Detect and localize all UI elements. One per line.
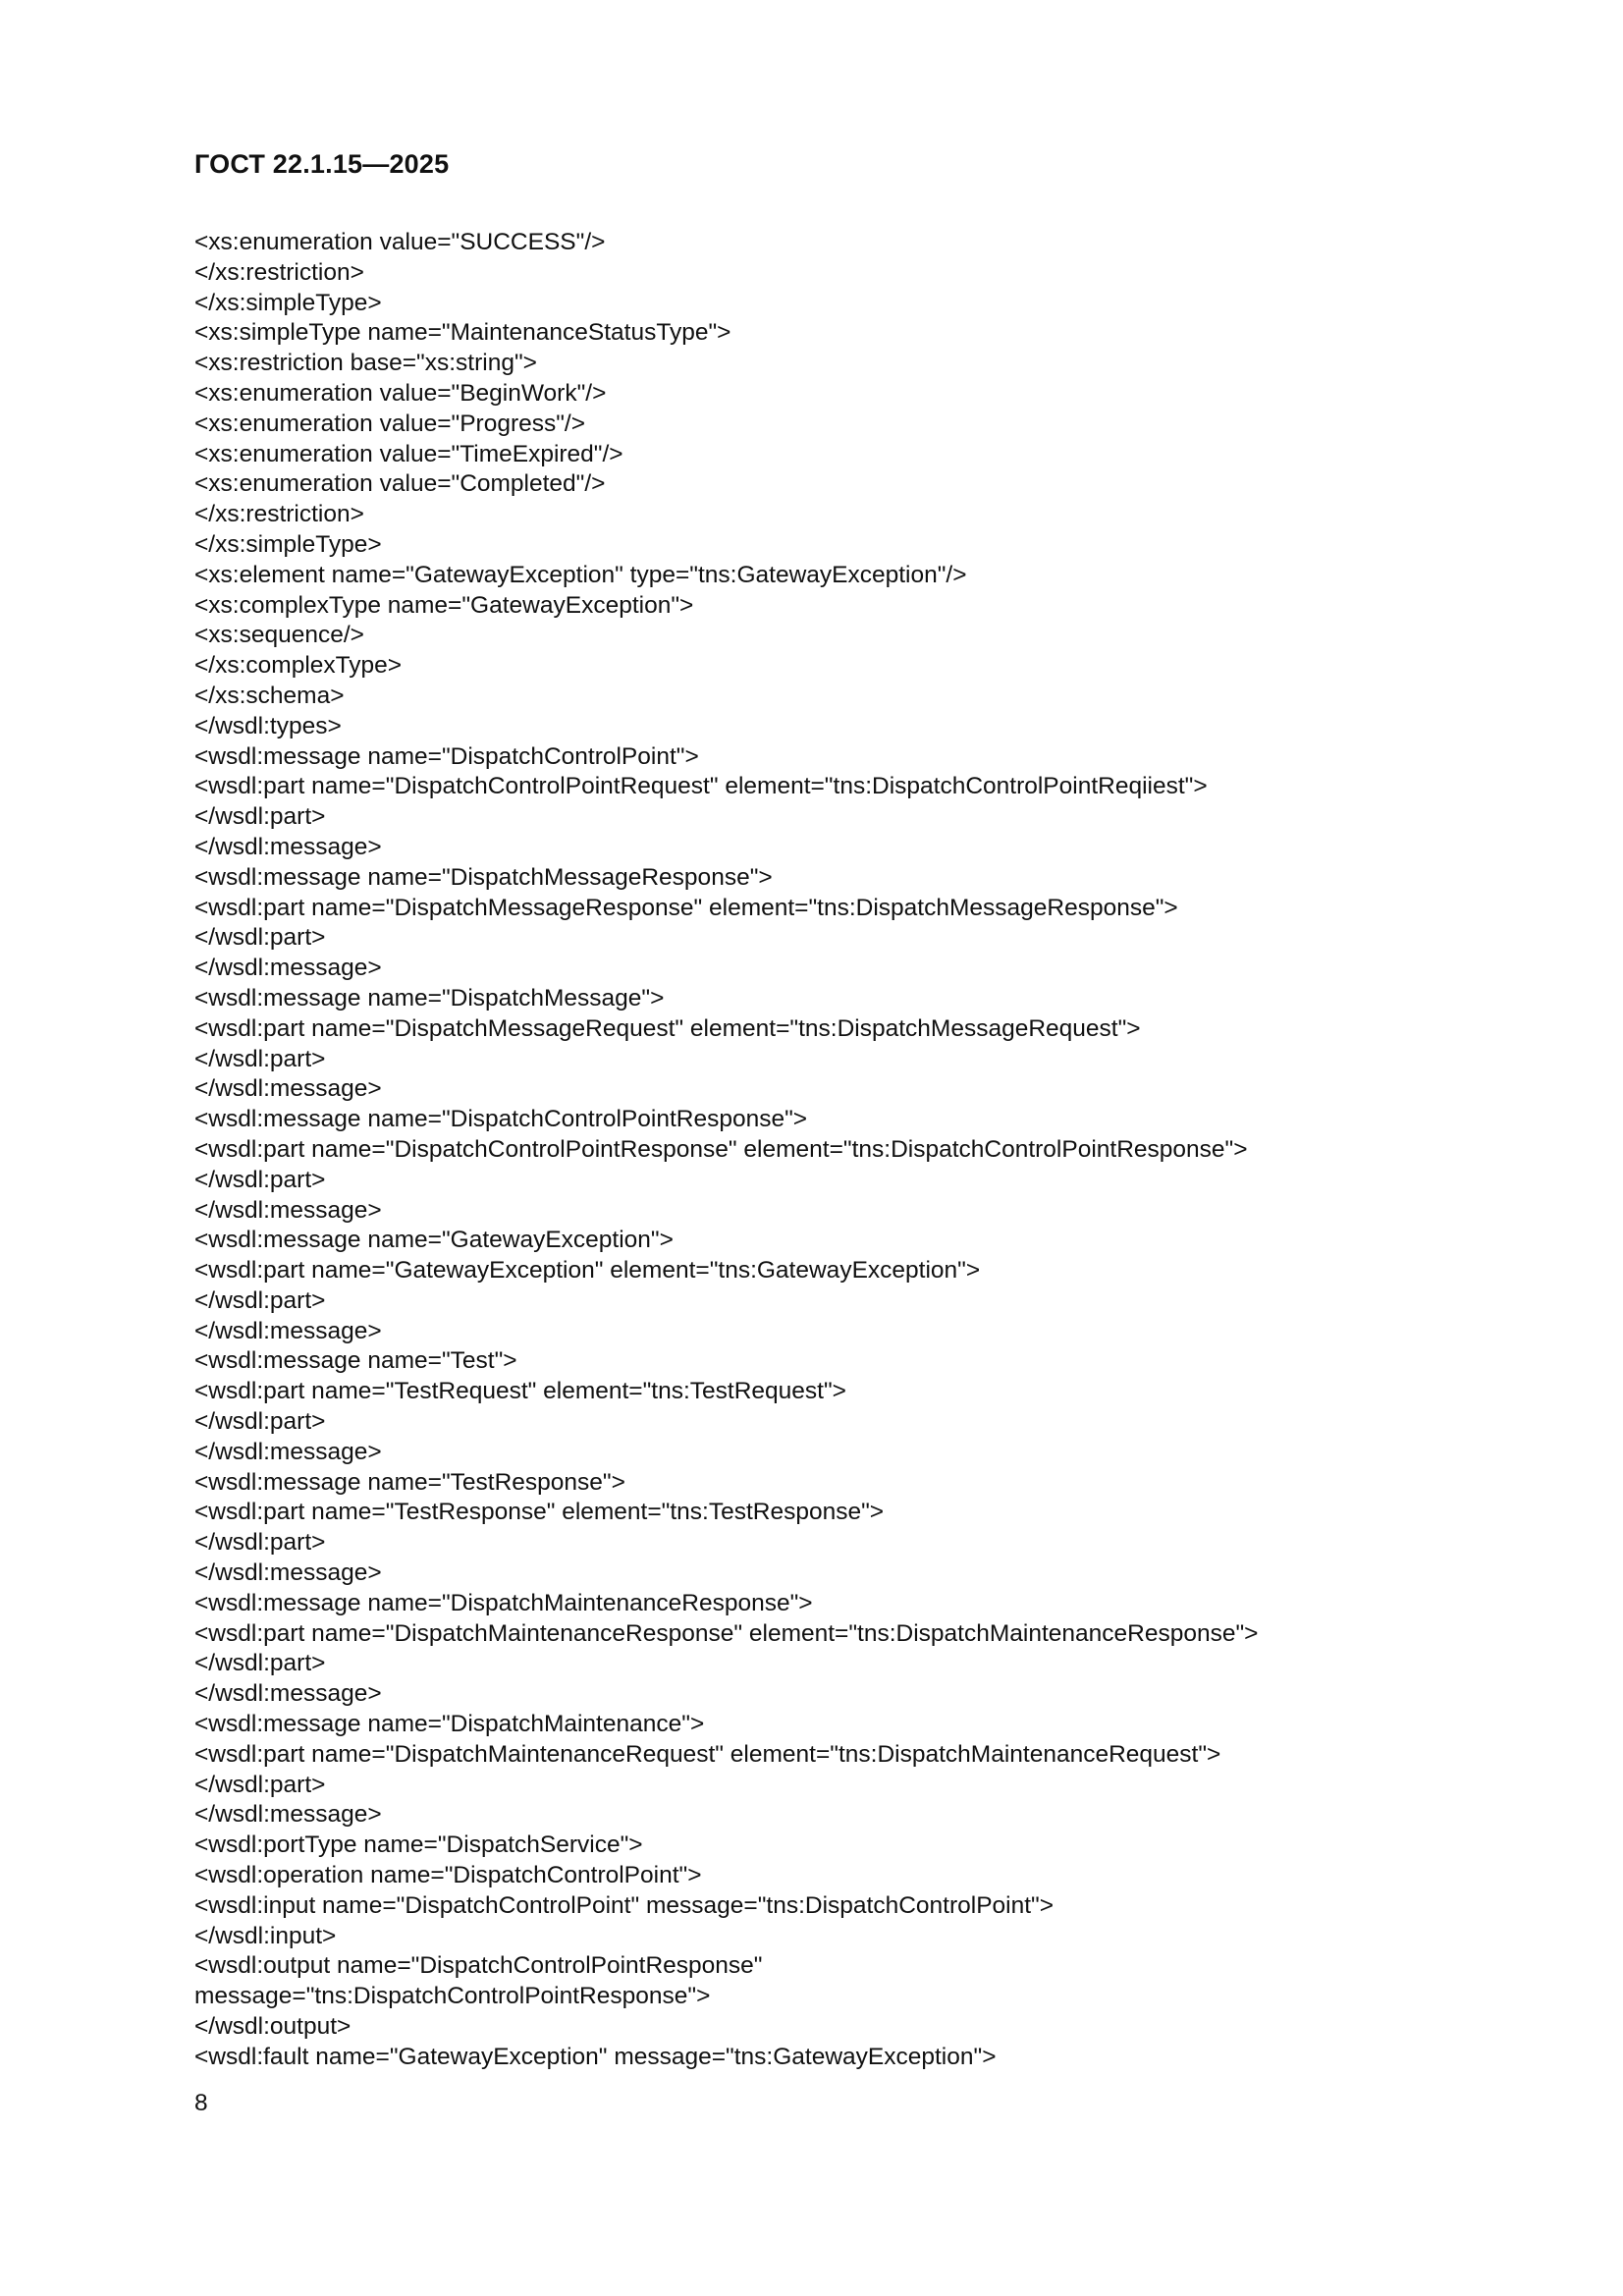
code-line: <wsdl:message name="DispatchMaintenance"> xyxy=(194,1711,705,1738)
code-line: <wsdl:part name="DispatchControlPointRequest" element="tns:DispatchControlPointReqiiest"> xyxy=(194,773,1208,800)
code-line: <wsdl:part name="GatewayException" element="tns:GatewayException"> xyxy=(194,1257,981,1285)
code-line: <wsdl:message name="DispatchMessage"> xyxy=(194,984,665,1011)
code-line: </xs:restriction> xyxy=(194,258,364,286)
code-line: <wsdl:operation name="DispatchControlPoint"> xyxy=(194,1862,702,1889)
code-line: <xs:enumeration value="BeginWork"/> xyxy=(194,379,607,407)
code-line: </wsdl:message> xyxy=(194,955,382,982)
code-line: </wsdl:message> xyxy=(194,833,382,860)
code-line: </wsdl:output> xyxy=(194,2013,352,2041)
code-line: <xs:sequence/> xyxy=(194,622,364,649)
code-line: <xs:complexType name="GatewayException"> xyxy=(194,591,694,619)
code-line: </wsdl:message> xyxy=(194,1075,382,1103)
code-line: <wsdl:part name="DispatchMessageRequest" element="tns:DispatchMessageRequest"> xyxy=(194,1014,1141,1042)
code-line: </wsdl:part> xyxy=(194,1045,326,1072)
code-line: </wsdl:part> xyxy=(194,1408,326,1436)
code-line: <wsdl:output name="DispatchControlPointResponse" xyxy=(194,1952,763,1980)
page-number: 8 xyxy=(194,2090,208,2116)
code-line: <wsdl:part name="TestRequest" element="tns:TestRequest"> xyxy=(194,1378,846,1405)
code-line: <xs:simpleType name="MaintenanceStatusType"> xyxy=(194,319,731,347)
code-line: <wsdl:part name="DispatchMaintenanceResponse" element="tns:DispatchMaintenanceResponse"> xyxy=(194,1619,1259,1647)
code-line: </wsdl:message> xyxy=(194,1801,382,1829)
code-line: <wsdl:fault name="GatewayException" message="tns:GatewayException"> xyxy=(194,2043,997,2070)
code-line: </wsdl:message> xyxy=(194,1559,382,1587)
code-line: <wsdl:message name="DispatchMaintenanceResponse"> xyxy=(194,1589,813,1616)
code-line: </wsdl:part> xyxy=(194,1286,326,1314)
code-line: <wsdl:part name="DispatchControlPointResponse" element="tns:DispatchControlPointResponse"> xyxy=(194,1135,1248,1163)
code-line: <xs:enumeration value="SUCCESS"/> xyxy=(194,229,606,255)
code-line: </xs:schema> xyxy=(194,682,345,709)
code-line: <xs:element name="GatewayException" type="tns:GatewayException"/> xyxy=(194,561,967,588)
code-line: </xs:complexType> xyxy=(194,652,403,680)
code-line: <wsdl:portType name="DispatchService"> xyxy=(194,1831,643,1859)
code-line: <wsdl:message name="Test"> xyxy=(194,1347,517,1375)
code-line: <xs:enumeration value="Completed"/> xyxy=(194,470,606,498)
code-line: </wsdl:part> xyxy=(194,1771,326,1798)
code-line: </wsdl:message> xyxy=(194,1438,382,1465)
code-line: <wsdl:message name="GatewayException"> xyxy=(194,1227,674,1254)
code-line: <xs:enumeration value="Progress"/> xyxy=(194,410,586,437)
code-line: </wsdl:types> xyxy=(194,712,342,739)
code-line: </wsdl:message> xyxy=(194,1196,382,1224)
code-line: <wsdl:part name="DispatchMessageResponse" element="tns:DispatchMessageResponse"> xyxy=(194,894,1178,921)
code-line: <wsdl:part name="TestResponse" element="tns:TestResponse"> xyxy=(194,1499,885,1526)
code-line: </wsdl:part> xyxy=(194,1529,326,1557)
code-line: <xs:restriction base="xs:string"> xyxy=(194,350,537,377)
code-listing xyxy=(194,228,1471,2073)
code-line: </xs:simpleType> xyxy=(194,530,382,558)
code-line: </wsdl:part> xyxy=(194,1650,326,1677)
code-line: </wsdl:message> xyxy=(194,1317,382,1344)
code-line: <wsdl:input name="DispatchControlPoint" message="tns:DispatchControlPoint"> xyxy=(194,1891,1055,1919)
code-line: <wsdl:part name="DispatchMaintenanceRequest" element="tns:DispatchMaintenanceRequest"> xyxy=(194,1740,1221,1768)
code-line: <wsdl:message name="DispatchMessageResponse"> xyxy=(194,863,773,891)
code-line: message="tns:DispatchControlPointResponse"> xyxy=(194,1983,711,2010)
code-line: </xs:restriction> xyxy=(194,501,364,528)
document-header: ГОСТ 22.1.15—2025 xyxy=(194,149,450,179)
code-line: <xs:enumeration value="TimeExpired"/> xyxy=(194,440,623,467)
code-line: <wsdl:message name="DispatchControlPoint"> xyxy=(194,742,699,770)
code-line: </wsdl:part> xyxy=(194,1166,326,1193)
code-line: <wsdl:message name="TestResponse"> xyxy=(194,1468,625,1496)
code-line: <wsdl:message name="DispatchControlPointResponse"> xyxy=(194,1106,808,1133)
code-line: </wsdl:part> xyxy=(194,803,326,831)
code-line: </xs:simpleType> xyxy=(194,289,382,316)
code-line: </wsdl:message> xyxy=(194,1680,382,1708)
code-line: </wsdl:input> xyxy=(194,1922,337,1949)
code-line: </wsdl:part> xyxy=(194,924,326,952)
